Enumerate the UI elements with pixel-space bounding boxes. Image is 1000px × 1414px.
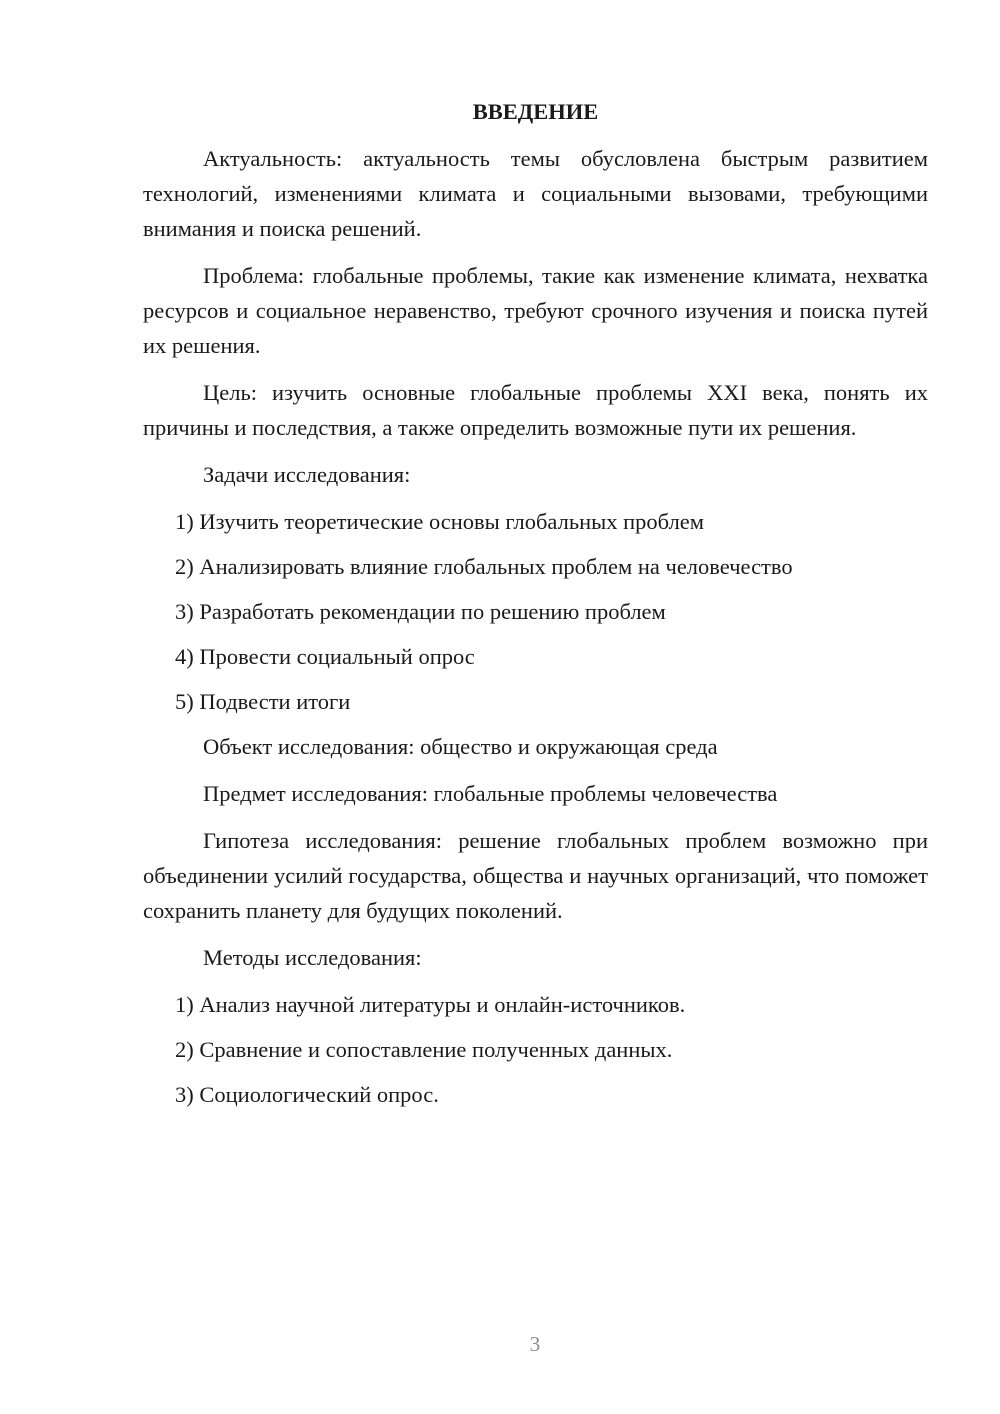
task-item: 4) Провести социальный опрос [175,644,475,669]
task-item: 5) Подвести итоги [175,689,351,714]
hypothesis-paragraph: Гипотеза исследования: решение глобальных проблем возможно при объединении усилий государства, общества и научных организаций, что поможет сохранить планету для будущих поколений. [143,828,928,923]
goal-paragraph: Цель: изучить основные глобальные проблемы XXI века, понять их причины и последствия, а также определить возможные пути их решения. [143,380,928,440]
problem-paragraph: Проблема: глобальные проблемы, такие как изменение климата, нехватка ресурсов и социальное неравенство, требуют срочного изучения и поиска путей их решения. [143,263,928,358]
page-number: 3 [529,1332,541,1356]
methods-heading: Методы исследования: [203,945,422,970]
task-item: 3) Разработать рекомендации по решению проблем [175,599,666,624]
object-paragraph: Объект исследования: общество и окружающая среда [203,734,718,759]
tasks-heading: Задачи исследования: [203,462,411,487]
method-item: 3) Социологический опрос. [175,1082,439,1107]
method-item: 2) Сравнение и сопоставление полученных данных. [175,1037,673,1062]
tasks-list [143,504,928,719]
relevance-paragraph: Актуальность: актуальность темы обусловлена быстрым развитием технологий, изменениями климата и социальными вызовами, требующими внимания и поиска решений. [143,146,928,241]
section-title: ВВЕДЕНИЕ [472,99,599,124]
document-body [143,94,928,1122]
task-item: 2) Анализировать влияние глобальных проблем на человечество [175,554,793,579]
method-item: 1) Анализ научной литературы и онлайн-источников. [175,992,686,1017]
subject-paragraph: Предмет исследования: глобальные проблемы человечества [203,781,778,806]
task-item: 1) Изучить теоретические основы глобальных проблем [175,509,705,534]
methods-list [143,987,928,1112]
